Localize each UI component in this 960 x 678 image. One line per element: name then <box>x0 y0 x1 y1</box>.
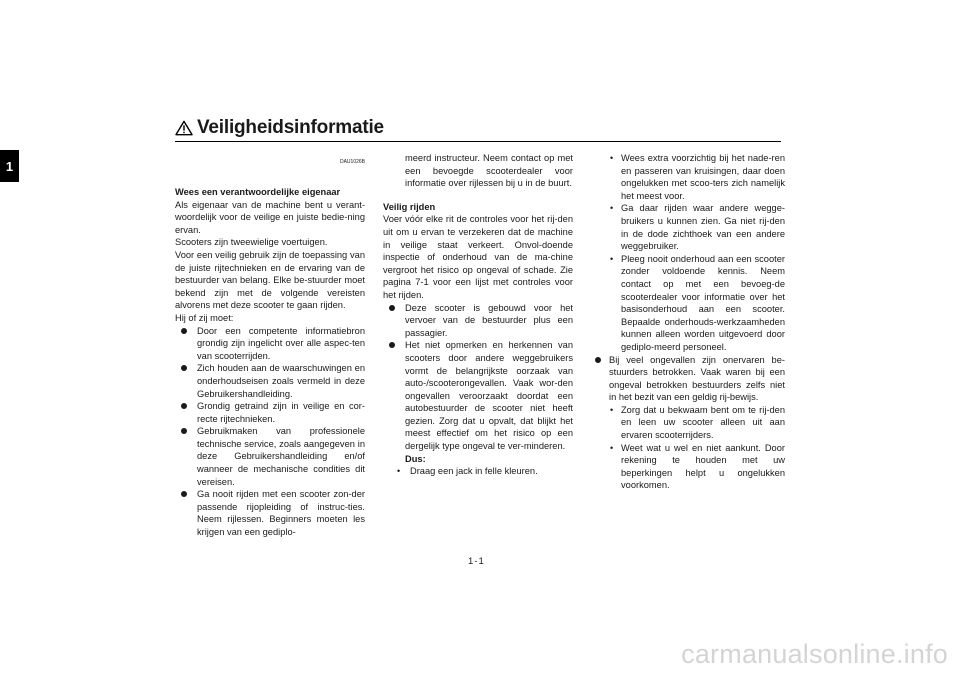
bullet-icon <box>181 403 187 409</box>
page-header <box>175 117 384 139</box>
sub-bullet-icon: • <box>610 253 614 264</box>
paragraph: Voer vóór elke rit de controles voor het rij-den uit om u ervan te verzekeren dat de machine in veilige staat verkeert. Onvol-doende inspectie of onderhoud van de ma-chine vergroot het risico op ongeval of schade. Zie pagina 7-1 voor een lijst met controles voor het rijden. <box>383 214 573 300</box>
paragraph: Hij of zij moet: <box>175 312 234 323</box>
continuation-text: meerd instructeur. Neem contact op met een bevoegde scooterdealer voor informatie over rijlessen bij u in de buurt. <box>405 153 573 189</box>
paragraph: Als eigenaar van de machine bent u verant-woordelijk voor de veilige en juiste bedie-ning ervan. <box>175 199 365 235</box>
list-item: Grondig getraind zijn in veilige en cor-recte rijtechnieken. <box>175 400 365 425</box>
bullet-icon <box>181 328 187 334</box>
list-item: Het niet opmerken en herkennen van scooters door andere weggebruikers vormt de belangrijkste oorzaak van auto-/scooterongevallen. Vaak wor-den ongevallen veroorzaakt doordat een autobestuurder de scooter niet heeft gezien. Zorg dat u opvalt, dat blijkt het meest effectief om het risico op een dergelijk type ongeval te ver-minderen. <box>383 339 573 452</box>
paragraph: Voor een veilig gebruik zijn de toepassing van de juiste rijtechnieken en de ervaring van de bestuurder van belang. Elke be-stuurder moet bekend zijn met de volgende vereisten alvorens met deze scooter te gaan rijden. <box>175 249 365 311</box>
column-3 <box>595 152 785 492</box>
list-item: Bij veel ongevallen zijn onervaren be-stuurders betrokken. Vaak waren bij een ongeval betrokken bestuurders zelfs niet in het bezit van een geldig rij-bewijs. <box>595 354 785 404</box>
sub-bullet-icon: • <box>610 153 614 163</box>
sub-bullet-icon: • <box>610 442 614 453</box>
sub-bullet-icon: • <box>610 203 614 214</box>
paragraph: Scooters zijn tweewielige voertuigen. <box>175 237 328 248</box>
list-item: Deze scooter is gebouwd voor het vervoer van de bestuurder plus een passagier. <box>383 302 573 340</box>
chapter-tab: 1 <box>0 150 19 182</box>
bullet-icon <box>181 428 187 434</box>
list-item: Zich houden aan de waarschuwingen en onderhoudseisen zoals vermeld in deze Gebruikershandleiding. <box>175 362 365 400</box>
page-number: 1-1 <box>468 556 485 567</box>
dus-label: Dus: <box>405 453 426 464</box>
bullet-icon <box>389 342 395 348</box>
section-code: DAU1026B <box>339 159 365 165</box>
list-item: Door een competente informatiebron grondig zijn ingelicht over alle aspec-ten van scooterrijden. <box>175 325 365 363</box>
sub-list-item: • Weet wat u wel en niet aankunt. Door rekening te houden met uw beperkingen helpt u ongelukken voorkomen. <box>610 442 785 491</box>
bullet-icon <box>389 305 395 311</box>
sub-list-item: • Zorg dat u bekwaam bent om te rij-den en leen uw scooter alleen uit aan ervaren scooterrijders. <box>610 404 785 441</box>
bullet-icon <box>181 365 187 371</box>
section-heading: Wees een verantwoordelijke eigenaar <box>175 187 341 197</box>
sub-bullet-icon: • <box>397 466 401 477</box>
column-1 <box>175 158 365 539</box>
list-item: Gebruikmaken van professionele technische service, zoals aangegeven in deze Gebruikershandleiding en/of wanneer de mechanische condities dit vereisen. <box>175 425 365 488</box>
sub-list-item: • Wees extra voorzichtig bij het nade-ren en passeren van kruisingen, daar doen ongelukken met scoo-ters zich namelijk het meest voor. <box>610 153 785 201</box>
sub-bullet-icon: • <box>610 404 614 415</box>
list-item: Ga nooit rijden met een scooter zon-der passende rijopleiding of instruc-ties. Neem rijlessen. Beginners moeten les krijgen van een gediplo- <box>175 488 365 538</box>
bullet-icon <box>595 357 601 363</box>
sub-list-item: • Pleeg nooit onderhoud aan een scooter zonder voldoende kennis. Neem contact op met een bevoeg-de scooterdealer voor informatie over het basisonderhoud aan een scooter. Bepaalde onderhouds-werkzaamheden kunnen alleen worden uitgevoerd door gediplo-meerd personeel. <box>610 253 785 352</box>
bullet-icon <box>181 491 187 497</box>
sub-list-item: • Ga daar rijden waar andere wegge-bruikers u kunnen zien. Ga niet rij-den in de dode zichthoek van een andere weggebruiker. <box>610 203 785 252</box>
warning-triangle-icon <box>175 120 193 136</box>
page-title: Veiligheidsinformatie <box>197 117 384 138</box>
section-heading: Veilig rijden <box>383 201 436 212</box>
sub-list-item: • Draag een jack in felle kleuren. <box>397 466 538 477</box>
header-rule <box>175 141 781 142</box>
watermark[interactable]: carmanualsonline.info <box>681 639 948 669</box>
column-2 <box>383 152 573 478</box>
